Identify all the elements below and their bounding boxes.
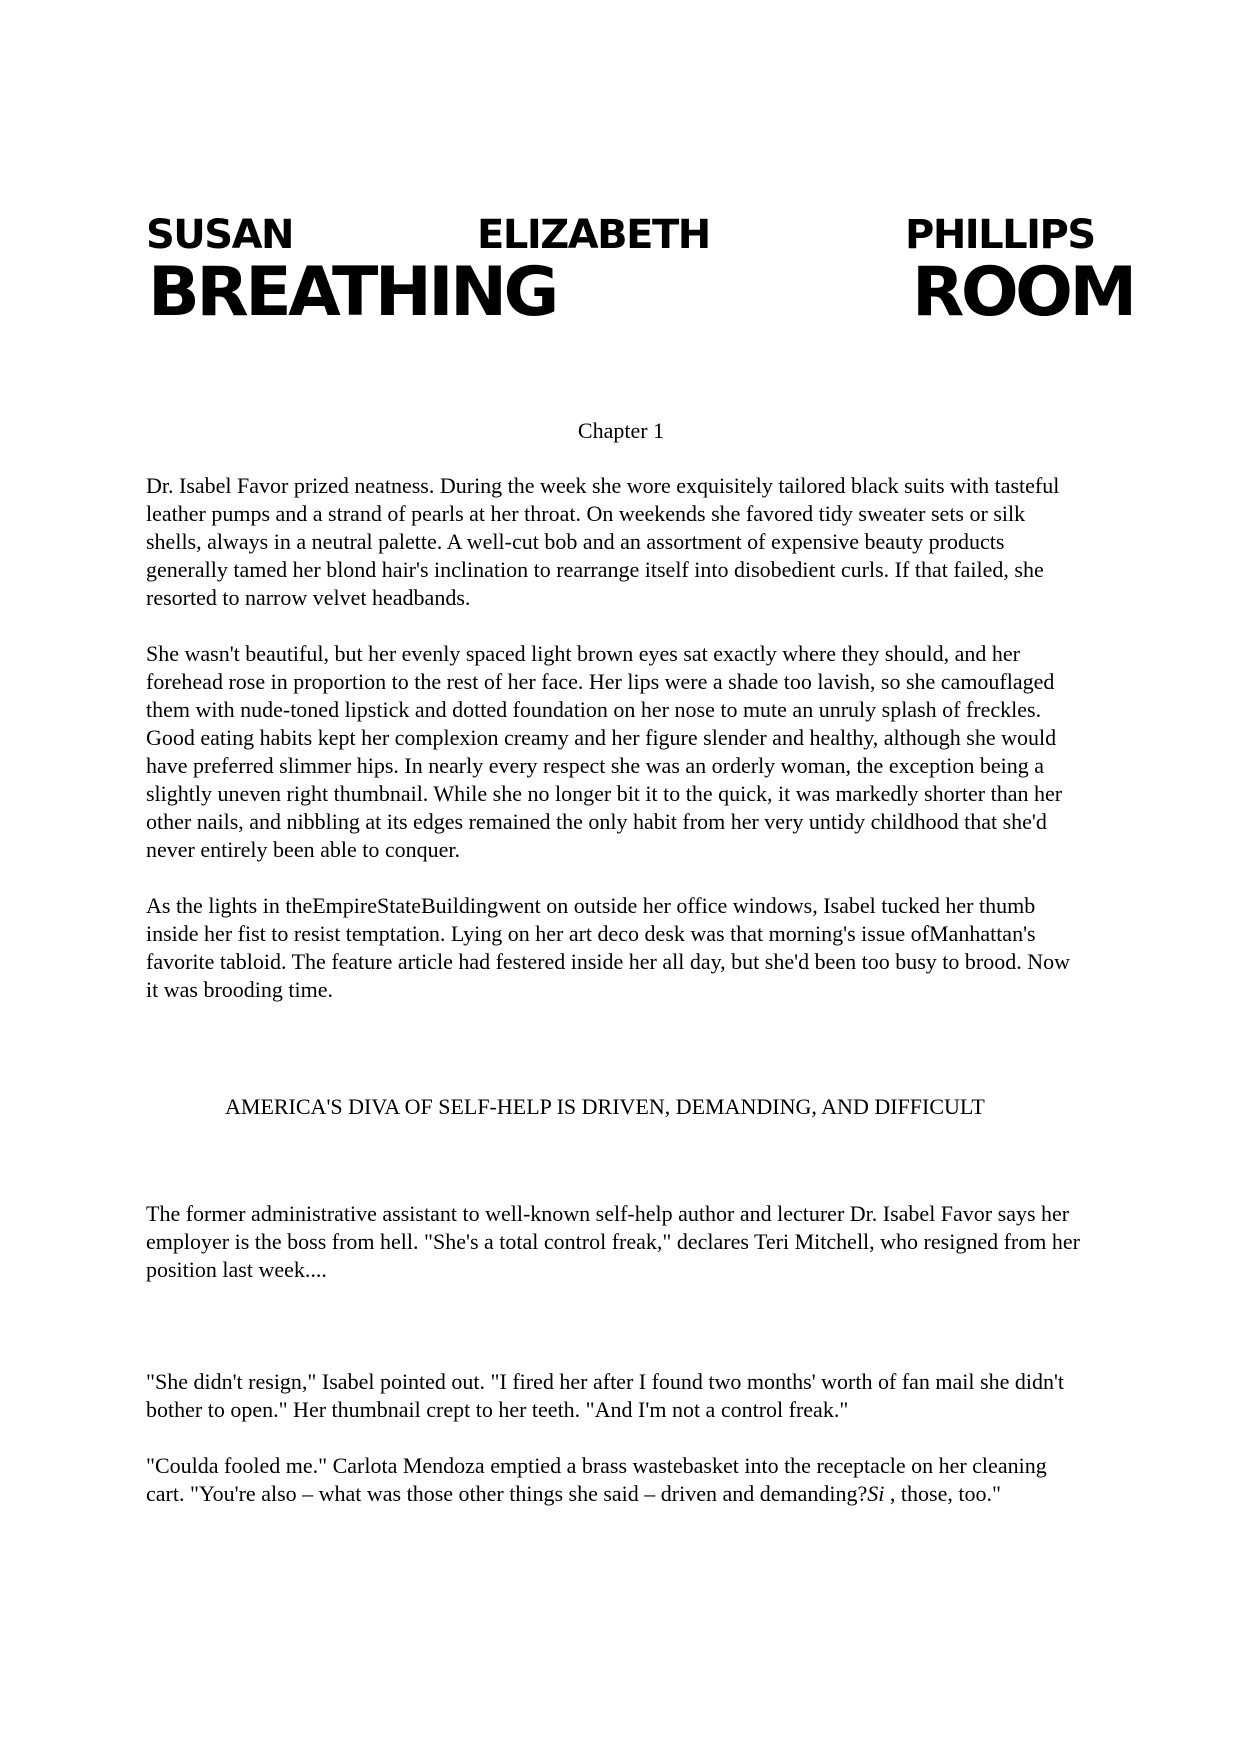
author-last-name: PHILLIPS: [905, 212, 1095, 258]
book-title-second-word: ROOM: [912, 253, 1134, 332]
body-paragraph-6: [146, 1452, 1086, 1508]
italic-word: Si: [867, 1481, 885, 1506]
body-paragraph-2: She wasn't beautiful, but her evenly spaced light brown eyes sat exactly where they should, and her forehead rose in proportion to the rest of her face. Her lips were a shade too lavish, so she camouflaged them with nude-toned lipstick and dotted foundation on her nose to mute an unruly splash of freckles. Good eating habits kept her complexion creamy and her figure slender and healthy, although she would have preferred slimmer hips. In nearly every respect she was an orderly woman, the exception being a slightly uneven right thumbnail. While she no longer bit it to the quick, it was markedly shorter than her other nails, and nibbling at its edges remained the only habit from her very untidy childhood that she'd never entirely been able to conquer.: [146, 641, 1063, 862]
body-paragraph-3: As the lights in theEmpireStateBuildingwent on outside her office windows, Isabel tucked her thumb inside her fist to resist temptation. Lying on her art deco desk was that morning's issue ofManhattan's favorite tabloid. The feature article had festered inside her all day, but she'd been too busy to brood. Now it was brooding time.: [146, 893, 1070, 1002]
body-paragraph-6-end: , those, too.": [884, 1481, 1001, 1506]
body-paragraph-4: The former administrative assistant to well-known self-help author and lecturer Dr. Isabel Favor says her employer is the boss from hell. "She's a total control freak," declares Teri Mitchell, who resigned from her position last week....: [146, 1201, 1080, 1282]
book-title-first-word: BREATHING: [148, 253, 556, 332]
tabloid-headline: AMERICA'S DIVA OF SELF-HELP IS DRIVEN, DEMANDING, AND DIFFICULT: [225, 1094, 985, 1119]
body-paragraph-5: "She didn't resign," Isabel pointed out. "I fired her after I found two months' worth of fan mail she didn't bother to open." Her thumbnail crept to her teeth. "And I'm not a control freak.": [146, 1369, 1065, 1422]
body-paragraph-6-start: "Coulda fooled me." Carlota Mendoza emptied a brass wastebasket into the receptacle on her cleaning cart. "You're also – what was those other things she said – driven and demanding?: [146, 1453, 1047, 1506]
author-first-name: SUSAN: [146, 212, 294, 258]
chapter-heading: Chapter 1: [577, 418, 665, 443]
body-paragraph-1: Dr. Isabel Favor prized neatness. During the week she wore exquisitely tailored black suits with tasteful leather pumps and a strand of pearls at her throat. On weekends she favored tidy sweater sets or silk shells, always in a neutral palette. A well-cut bob and an assortment of expensive beauty products generally tamed her blond hair's inclination to rearrange itself into disobedient curls. If that failed, she resorted to narrow velvet headbands.: [146, 473, 1060, 610]
author-middle-name: ELIZABETH: [477, 212, 710, 258]
